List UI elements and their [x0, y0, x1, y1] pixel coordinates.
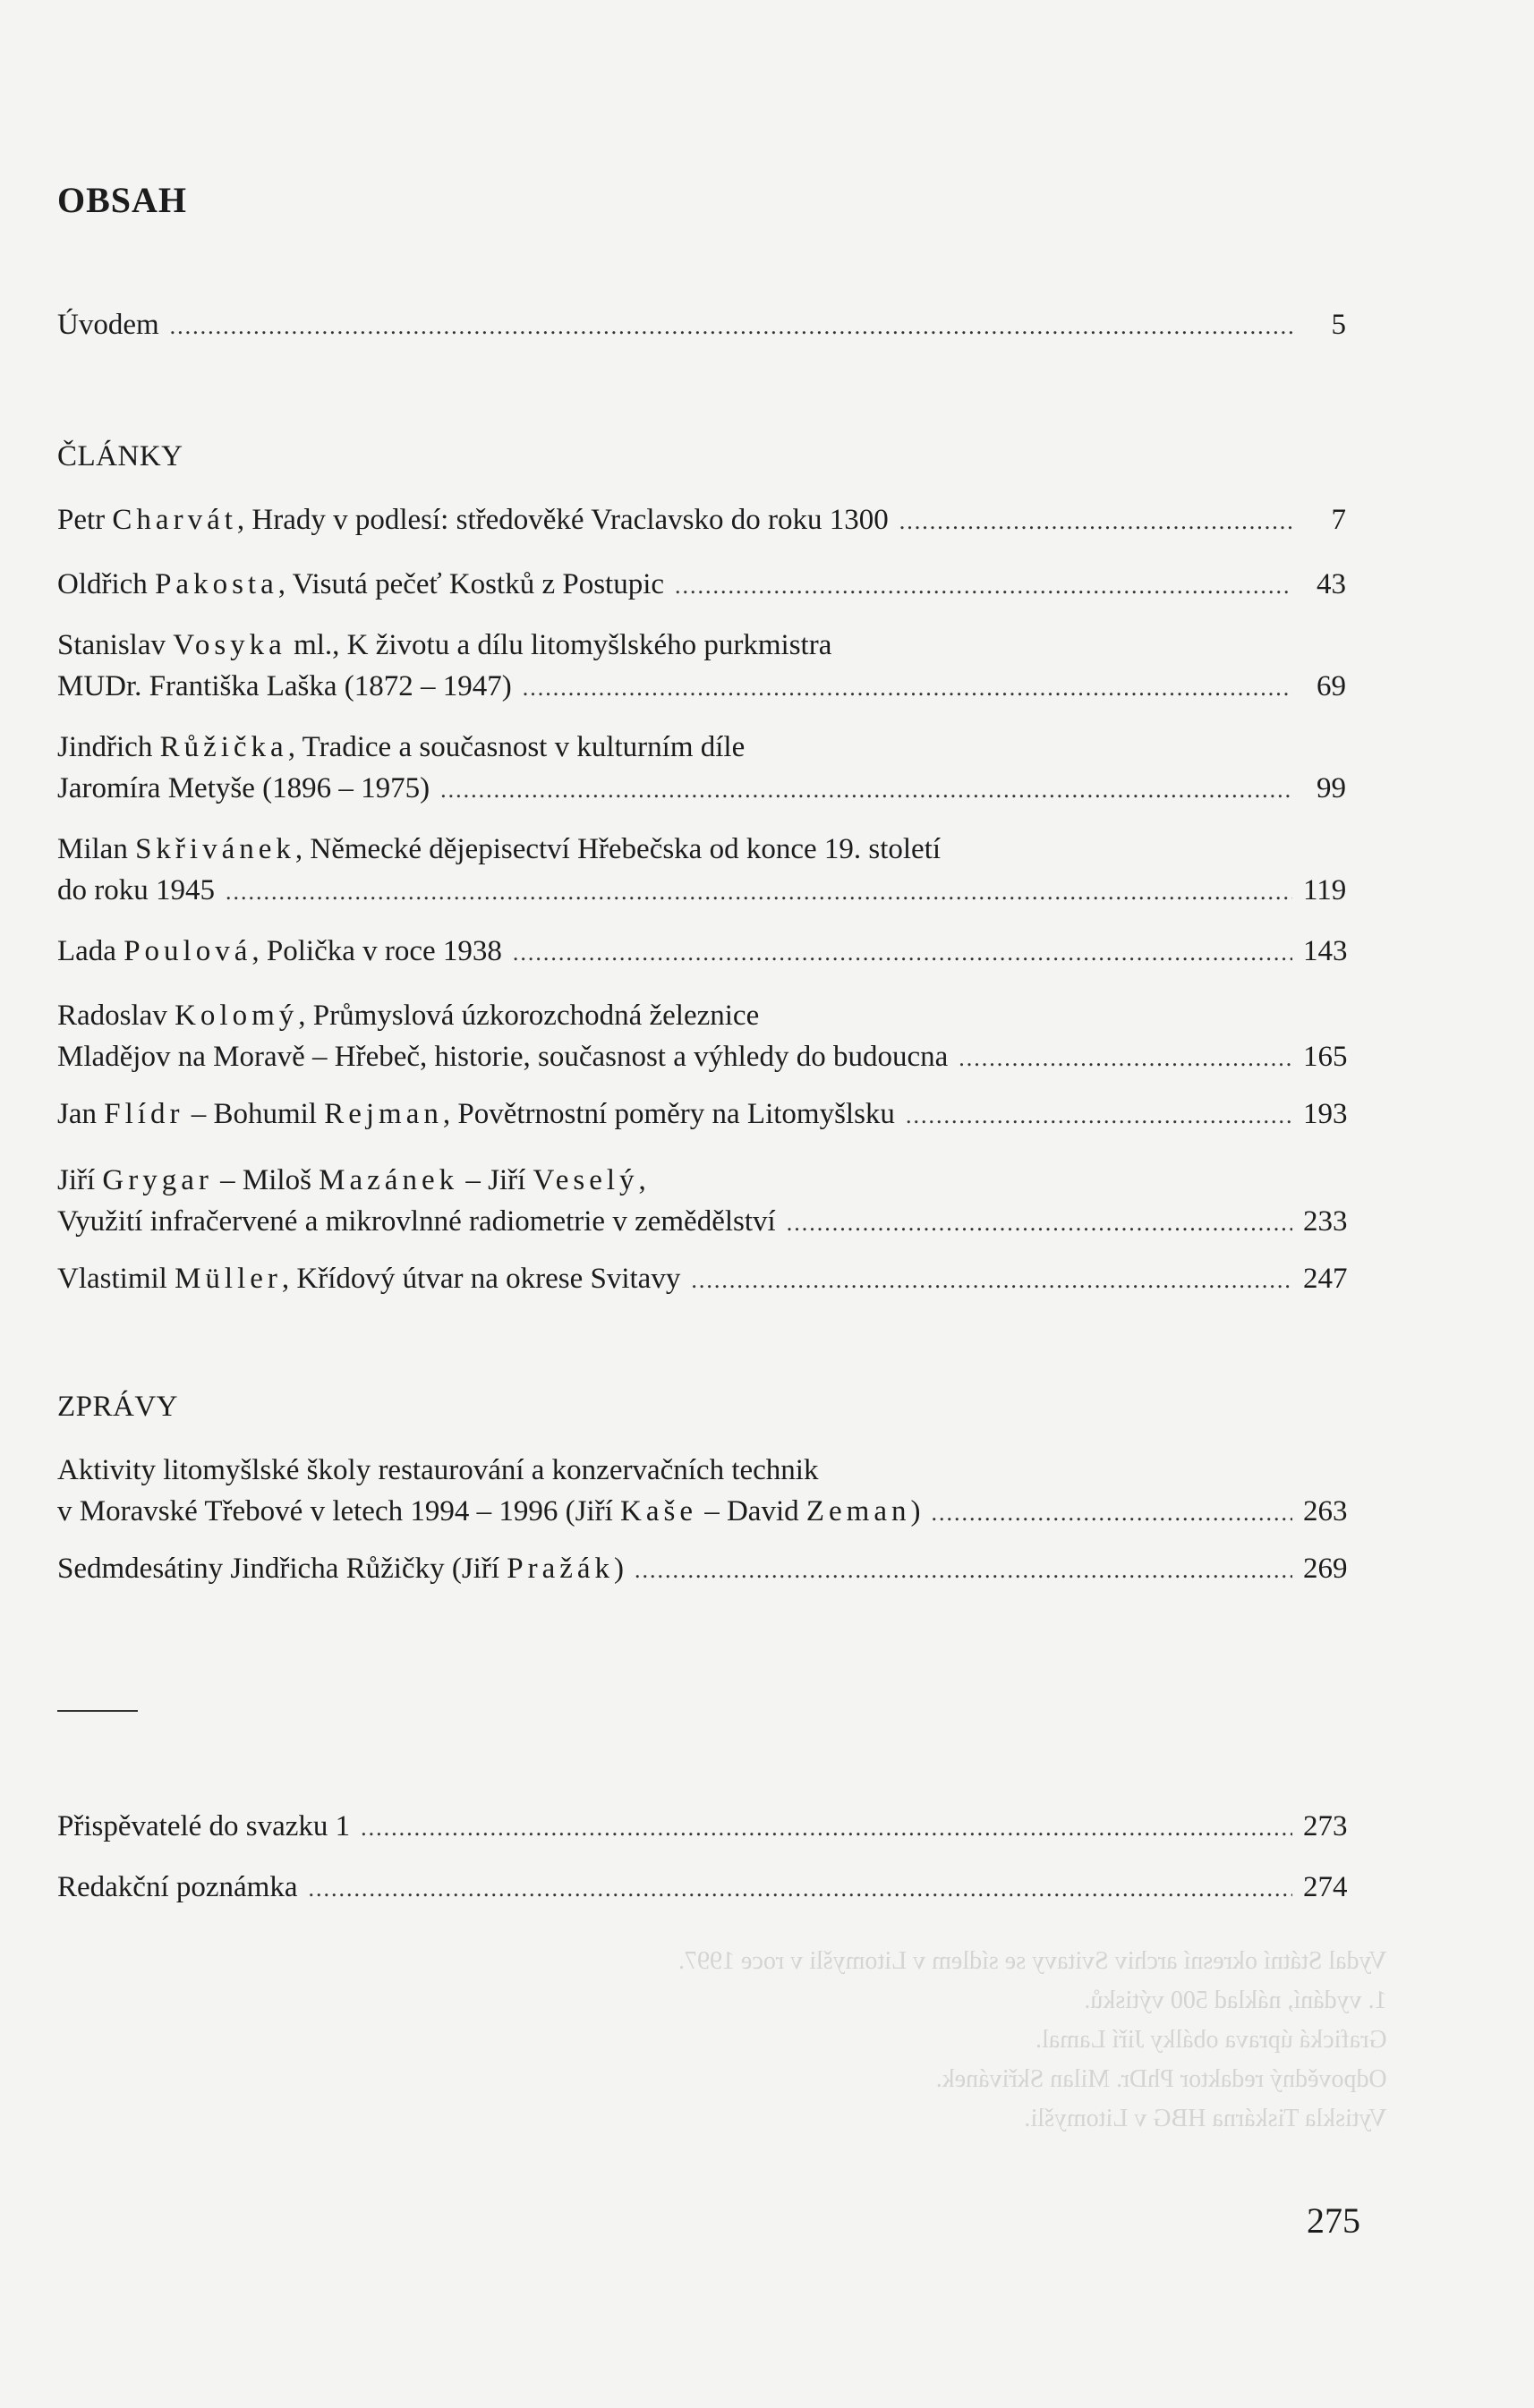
entry-text: Úvodem: [57, 309, 159, 341]
page-ref: 143: [1303, 935, 1348, 967]
leader-dots: [170, 306, 1292, 347]
author-name: Müller: [175, 1263, 282, 1295]
page-ref: 274: [1303, 1871, 1348, 1903]
section-heading-reports: ZPRÁVY: [57, 1391, 179, 1423]
toc-entry-article[interactable]: Lada Poulová, Polička v roce 1938 ..... 143: [57, 931, 1346, 974]
toc-entry-contributors[interactable]: Přispěvatelé do svazku 1 ..... 273: [57, 1806, 1346, 1849]
leader-dots: [635, 1550, 1292, 1591]
page-number: 275: [1307, 2200, 1360, 2241]
toc-entry-article[interactable]: Petr Charvát, Hrady v podlesí: středověké Vraclavsko do roku 1300 ..... 7: [57, 499, 1346, 542]
toc-entry-article[interactable]: Jan Flídr – Bohumil Rejman, Povětrnostní poměry na Litomyšlsku ..... 193: [57, 1093, 1346, 1136]
author-name: Mazánek: [319, 1164, 459, 1196]
toc-entry-intro[interactable]: [57, 304, 1346, 347]
leader-dots: [959, 1038, 1292, 1079]
author-name: Růžička: [159, 731, 288, 763]
leader-dots: [932, 1493, 1293, 1534]
author-name: Veselý: [533, 1164, 639, 1196]
leader-dots: [226, 872, 1292, 913]
page-ref: 119: [1303, 874, 1347, 906]
author-name: Skřivánek: [135, 833, 295, 865]
page-title: OBSAH: [57, 180, 188, 220]
page-ref: 233: [1303, 1205, 1348, 1238]
leader-dots: [308, 1868, 1292, 1910]
author-name: Kolomý: [175, 1000, 299, 1032]
page-ref: 99: [1317, 772, 1346, 804]
page-ref: 247: [1303, 1263, 1348, 1295]
page-ref: 7: [1331, 504, 1346, 536]
leader-dots: [691, 1260, 1292, 1301]
leader-dots: [523, 668, 1292, 709]
toc-entry-report[interactable]: Sedmdesátiny Jindřicha Růžičky (Jiří Pražák) ..... 269: [57, 1548, 1346, 1591]
author-name: Rejman: [324, 1098, 443, 1130]
toc-entry-article[interactable]: Oldřich Pakosta, Visutá pečeť Kostků z Postupic ..... 43: [57, 564, 1346, 607]
page-ref: 69: [1317, 670, 1346, 702]
author-name: Poulová: [124, 935, 252, 967]
toc-entry-article[interactable]: Jindřich Růžička, Tradice a současnost v kulturním díle Jaromíra Metyše (1896 – 1975) ..... 99: [57, 727, 1346, 811]
author-name: Vosyka: [173, 629, 286, 661]
toc-entry-article[interactable]: Jiří Grygar – Miloš Mazánek – Jiří Veselý, Využití infračervené a mikrovlnné radiometrie v zemědělství ..... 233: [57, 1160, 1346, 1244]
toc-entry-report[interactable]: Aktivity litomyšlské školy restaurování a konzervačních technik v Moravské Třebové v letech 1994 – 1996 (Jiří Kaše – David Zeman) ..... 263: [57, 1450, 1346, 1534]
toc-entry-article[interactable]: Milan Skřivánek, Německé dějepisectví Hřebečska od konce 19. století do roku 1945 ..... 119: [57, 829, 1346, 913]
leader-dots: [899, 501, 1292, 542]
author-name: Petr Charvát: [57, 504, 237, 536]
author-name: Grygar: [102, 1164, 213, 1196]
page-ref: 193: [1303, 1098, 1348, 1130]
page-ref: 273: [1303, 1810, 1348, 1842]
page-ref: 269: [1303, 1553, 1348, 1585]
page-ref: 5: [1331, 309, 1346, 341]
leader-dots: [513, 932, 1292, 974]
author-name: Oldřich Pakosta: [57, 568, 278, 600]
toc-entry-article[interactable]: Vlastimil Müller, Křídový útvar na okrese Svitavy ..... 247: [57, 1258, 1346, 1301]
author-name: Kaše: [620, 1495, 697, 1527]
leader-dots: [440, 770, 1292, 811]
toc-entry-article[interactable]: Radoslav Kolomý, Průmyslová úzkorozchodná železnice Mladějov na Moravě – Hřebeč, historie, současnost a výhledy do budoucna ..... 165: [57, 995, 1346, 1079]
page-ref: 263: [1303, 1495, 1348, 1527]
author-name: Zeman: [805, 1495, 911, 1527]
toc-entry-article[interactable]: Stanislav Vosyka ml., K životu a dílu litomyšlského purkmistra MUDr. Františka Laška (1872 – 1947) ..... 69: [57, 625, 1346, 709]
toc-entry-editorial-note[interactable]: Redakční poznámka ..... 274: [57, 1867, 1346, 1910]
leader-dots: [787, 1203, 1292, 1244]
show-through-imprint: Vydal Státní okresní archiv Svitavy se sídlem v Litomyšli v roce 1997. 1. vydání, náklad 500 výtisků. Grafická úprava obálky Jiří Lamal. Odpovědný redaktor PhDr. Milan Skřivánek. Vytiskla Tiskárna HBG v Litomyšli.: [678, 1947, 1387, 2132]
page-ref: 165: [1303, 1041, 1348, 1073]
leader-dots: [361, 1808, 1292, 1849]
leader-dots: [675, 566, 1292, 607]
author-name: Pražák: [507, 1553, 615, 1585]
page-ref: 43: [1317, 568, 1346, 600]
separator-rule: [57, 1710, 138, 1712]
section-heading-articles: ČLÁNKY: [57, 440, 183, 472]
leader-dots: [906, 1095, 1292, 1136]
author-name: Flídr: [104, 1098, 184, 1130]
